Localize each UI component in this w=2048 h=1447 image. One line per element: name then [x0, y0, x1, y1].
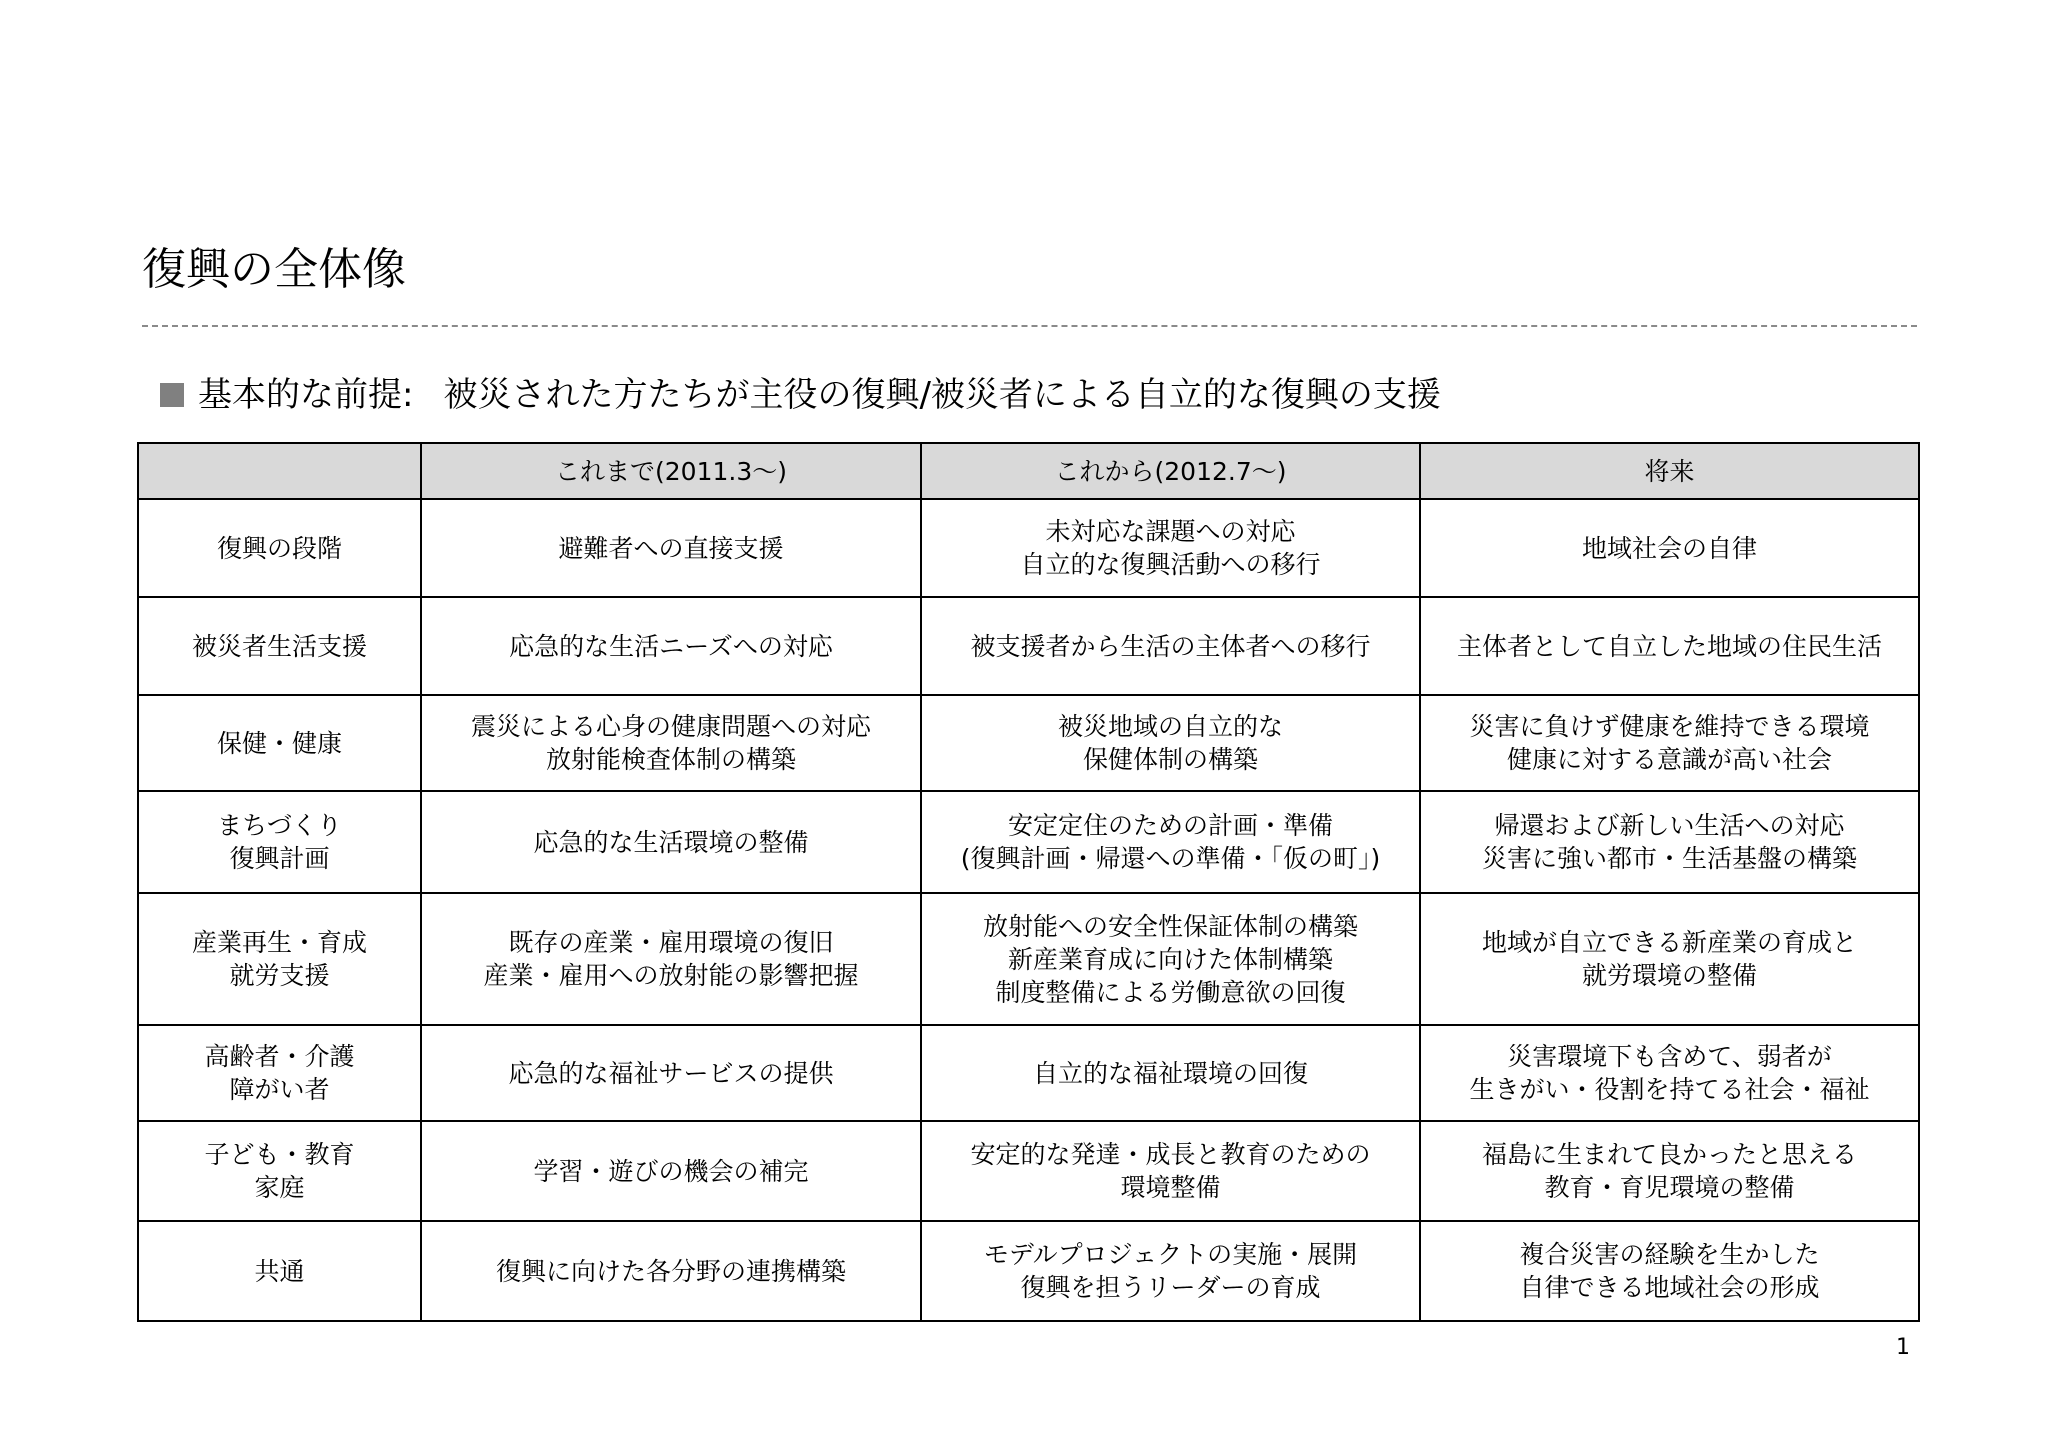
until-now-cell [421, 1221, 921, 1321]
from-now-cell [921, 695, 1420, 791]
cell-text-line: 応急的な生活ニーズへの対応 [509, 631, 833, 661]
cell-text-line: 安定的な発達・成長と教育のための [970, 1140, 1371, 1169]
cell-text-line: 安定定住のための計画・準備 [1007, 811, 1333, 840]
cell-text-line: 自律できる地域社会の形成 [1519, 1273, 1820, 1302]
premise-text: 被災された方たちが主役の復興/被災者による自立的な復興の支援 [443, 375, 1441, 415]
header-cell-blank [138, 443, 421, 499]
cell-text-line: 子ども・教育 [204, 1140, 355, 1169]
page-number: 1 [1896, 1335, 1910, 1360]
row-label-cell [138, 791, 421, 893]
cell-text-line: 復興の段階 [216, 533, 342, 563]
premise-label: 基本的な前提: [198, 375, 414, 415]
title-divider [142, 325, 1917, 327]
cell-text-line: 障がい者 [229, 1075, 330, 1104]
table-row [138, 893, 1919, 1025]
until-now-cell [421, 1121, 921, 1221]
cell-text-line: 震災による心身の健康問題への対応 [470, 712, 871, 741]
cell-text-line: 学習・遊びの機会の補完 [533, 1156, 809, 1186]
future-cell [1420, 499, 1919, 597]
from-now-cell [921, 597, 1420, 695]
cell-text-line: 地域社会の自律 [1581, 533, 1757, 563]
row-label-cell [138, 695, 421, 791]
until-now-cell [421, 791, 921, 893]
cell-text-line: 新産業育成に向けた体制構築 [1007, 944, 1333, 974]
square-bullet-icon [160, 383, 184, 407]
cell-text-line: 教育・育児環境の整備 [1544, 1173, 1795, 1202]
cell-text-line: 家庭 [254, 1173, 305, 1202]
until-now-cell [421, 597, 921, 695]
row-label-cell [138, 499, 421, 597]
cell-text-line: まちづくり [217, 811, 342, 840]
cell-text-line: 自立的な福祉環境の回復 [1032, 1058, 1308, 1088]
future-cell [1420, 893, 1919, 1025]
table-row [138, 695, 1919, 791]
row-label-cell [138, 1025, 421, 1121]
from-now-cell [921, 1025, 1420, 1121]
until-now-cell [421, 499, 921, 597]
cell-text-line: 保健・健康 [216, 728, 342, 758]
cell-text-line: 災害に負けず健康を維持できる環境 [1469, 712, 1870, 741]
cell-text-line: 既存の産業・雇用環境の復旧 [508, 928, 834, 957]
table-header-row [138, 443, 1919, 499]
cell-text-line: モデルプロジェクトの実施・展開 [983, 1240, 1358, 1269]
from-now-cell [921, 1221, 1420, 1321]
cell-text-line: 避難者への直接支援 [558, 533, 784, 563]
row-label-cell [138, 597, 421, 695]
table-row [138, 1025, 1919, 1121]
page-title: 復興の全体像 [142, 244, 406, 295]
cell-text-line: 制度整備による労働意欲の回復 [995, 977, 1346, 1007]
cell-text-line: 健康に対する意識が高い社会 [1506, 745, 1832, 774]
until-now-cell [421, 1025, 921, 1121]
future-cell [1420, 597, 1919, 695]
cell-text-line: 未対応な課題への対応 [1045, 517, 1296, 546]
from-now-cell [921, 791, 1420, 893]
cell-text-line: 福島に生まれて良かったと思える [1481, 1140, 1857, 1169]
from-now-cell [921, 893, 1420, 1025]
cell-text-line: 復興計画 [229, 844, 330, 873]
future-cell [1420, 1025, 1919, 1121]
cell-text-line: 産業・雇用への放射能の影響把握 [483, 961, 859, 990]
cell-text-line: 災害に強い都市・生活基盤の構築 [1481, 844, 1857, 873]
cell-text-line: 放射能への安全性保証体制の構築 [982, 911, 1358, 941]
header-cell-future: 将来 [1420, 443, 1919, 499]
cell-text-line: 環境整備 [1120, 1173, 1221, 1202]
cell-text-line: 産業再生・育成 [191, 928, 367, 957]
cell-text-line: 被災者生活支援 [191, 631, 367, 661]
cell-text-line: 主体者として自立した地域の住民生活 [1456, 631, 1882, 661]
future-cell [1420, 1121, 1919, 1221]
row-label-cell [138, 1221, 421, 1321]
table-row [138, 1221, 1919, 1321]
until-now-cell [421, 695, 921, 791]
premise-line [160, 370, 1441, 420]
future-cell [1420, 1221, 1919, 1321]
cell-text-line: (復興計画・帰還への準備・「仮の町」) [960, 844, 1381, 873]
future-cell [1420, 791, 1919, 893]
table-row [138, 791, 1919, 893]
cell-text-line: 自立的な復興活動への移行 [1020, 550, 1321, 579]
from-now-cell [921, 1121, 1420, 1221]
cell-text-line: 帰還および新しい生活への対応 [1494, 811, 1845, 840]
table-row [138, 597, 1919, 695]
from-now-cell [921, 499, 1420, 597]
header-cell-until-now: これまで(2011.3〜) [421, 443, 921, 499]
cell-text-line: 復興を担うリーダーの育成 [1020, 1273, 1321, 1302]
cell-text-line: 就労支援 [229, 961, 330, 990]
row-label-cell [138, 1121, 421, 1221]
table-row [138, 499, 1919, 597]
cell-text-line: 被災地域の自立的な [1057, 712, 1283, 741]
cell-text-line: 被支援者から生活の主体者への移行 [970, 631, 1371, 661]
cell-text-line: 高齢者・介護 [204, 1042, 355, 1071]
cell-text-line: 保健体制の構築 [1082, 745, 1258, 774]
future-cell [1420, 695, 1919, 791]
cell-text-line: 放射能検査体制の構築 [545, 745, 796, 774]
cell-text-line: 災害環境下も含めて、弱者が [1507, 1042, 1832, 1071]
cell-text-line: 複合災害の経験を生かした [1519, 1240, 1820, 1269]
cell-text-line: 復興に向けた各分野の連携構築 [495, 1256, 846, 1286]
cell-text-line: 就労環境の整備 [1581, 961, 1757, 990]
until-now-cell [421, 893, 921, 1025]
table-row [138, 1121, 1919, 1221]
row-label-cell [138, 893, 421, 1025]
header-cell-from-now: これから(2012.7〜) [921, 443, 1420, 499]
cell-text-line: 共通 [254, 1256, 305, 1286]
recovery-overview-table [137, 442, 1920, 1322]
cell-text-line: 応急的な生活環境の整備 [533, 827, 809, 857]
cell-text-line: 生きがい・役割を持てる社会・福祉 [1469, 1075, 1870, 1104]
cell-text-line: 地域が自立できる新産業の育成と [1481, 928, 1857, 957]
cell-text-line: 応急的な福祉サービスの提供 [508, 1058, 834, 1088]
